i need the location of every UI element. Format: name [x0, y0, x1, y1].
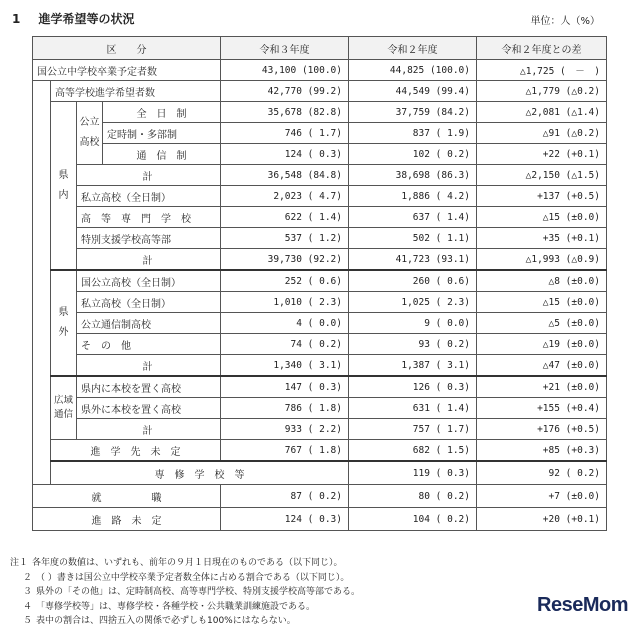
value-r2: 9 ( 0.0) [349, 313, 477, 334]
table-row [33, 313, 607, 334]
row-label: 特別支援学校高等部 [77, 228, 221, 249]
table-row [33, 485, 607, 508]
value-r2: 631 ( 1.4) [349, 398, 477, 419]
value-diff: +137 (+0.5) [477, 186, 607, 207]
value-r3: 42,770 (99.2) [221, 81, 349, 102]
value-r3: 2,023 ( 4.7) [221, 186, 349, 207]
value-diff: +22 (+0.1) [477, 144, 607, 165]
footnotes [10, 556, 360, 629]
unit-label: 単位：人（%） [530, 16, 600, 27]
value-r3: 4 ( 0.0) [221, 313, 349, 334]
table-row [33, 249, 607, 271]
value-r3: 147 ( 0.3) [221, 376, 349, 398]
value-r2: 1,025 ( 2.3) [349, 292, 477, 313]
table-row [33, 270, 607, 292]
value-r3: 124 ( 0.3) [221, 508, 349, 531]
row-label: 国公立中学校卒業予定者数 [33, 60, 221, 81]
value-r3: 746 ( 1.7) [221, 123, 349, 144]
table-row [33, 207, 607, 228]
heading-text: 進学希望等の状況 [38, 12, 135, 26]
table-row [33, 60, 607, 81]
footnote: ５ 表中の割合は、四捨五入の関係で必ずしも100%にはならない。 [22, 616, 296, 626]
value-r2: 92 ( 0.2) [477, 461, 607, 485]
value-r3: 74 ( 0.2) [221, 334, 349, 355]
table-row [33, 81, 607, 102]
value-r2: 757 ( 1.7) [349, 419, 477, 440]
value-diff: +35 (+0.1) [477, 228, 607, 249]
value-r2: 41,723 (93.1) [349, 249, 477, 271]
row-label: 進 学 先 未 定 [51, 440, 221, 462]
row-label: 私立高校（全日制） [77, 292, 221, 313]
row-label: 県外に本校を置く高校 [77, 398, 221, 419]
row-label: 高等学校進学希望者数 [51, 81, 221, 102]
value-r3: 622 ( 1.4) [221, 207, 349, 228]
table-row [33, 186, 607, 207]
value-r2: 637 ( 1.4) [349, 207, 477, 228]
value-diff: +176 (+0.5) [477, 419, 607, 440]
resemom-logo: ReseMom [537, 594, 628, 616]
table-row [33, 334, 607, 355]
page-title [12, 10, 135, 27]
value-r3: 252 ( 0.6) [221, 270, 349, 292]
table-row [33, 292, 607, 313]
value-diff: △19 (±0.0) [477, 334, 607, 355]
footnote: ２ （ ）書きは国公立中学校卒業予定者数全体に占める割合である（以下同じ）。 [22, 572, 350, 583]
table-row [33, 398, 607, 419]
row-label: 全 日 制 [103, 102, 221, 123]
value-diff: +155 (+0.4) [477, 398, 607, 419]
group-public-hs: 公立高校 [77, 102, 103, 165]
table-row [33, 508, 607, 531]
table-row [33, 461, 607, 485]
value-r2: 502 ( 1.1) [349, 228, 477, 249]
row-label: そ の 他 [77, 334, 221, 355]
value-diff: △8 (±0.0) [477, 270, 607, 292]
value-r3: 537 ( 1.2) [221, 228, 349, 249]
value-diff: △5 (±0.0) [477, 313, 607, 334]
value-r3: 124 ( 0.3) [221, 144, 349, 165]
footnote: 注１ 各年度の数値は、いずれも、前年の９月１日現在のものである（以下同じ）。 [10, 558, 343, 568]
value-r3: 36,548 (84.8) [221, 165, 349, 186]
row-label: 高 等 専 門 学 校 [77, 207, 221, 228]
value-r3: 933 ( 2.2) [221, 419, 349, 440]
table-row [33, 123, 607, 144]
value-r3: 1,340 ( 3.1) [221, 355, 349, 377]
row-label: 計 [77, 165, 221, 186]
value-r2: 44,549 (99.4) [349, 81, 477, 102]
value-diff: +21 (±0.0) [477, 376, 607, 398]
value-r2: 37,759 (84.2) [349, 102, 477, 123]
value-r3: 39,730 (92.2) [221, 249, 349, 271]
value-r3: 43,100 (100.0) [221, 60, 349, 81]
col-header-category: 区 分 [33, 37, 221, 60]
value-diff: +85 (+0.3) [477, 440, 607, 462]
value-r3: 35,678 (82.8) [221, 102, 349, 123]
row-label: 国公立高校（全日制） [77, 270, 221, 292]
footnote: ３ 県外の「その他」は、定時制高校、高等専門学校、特別支援学校高等部である。 [22, 587, 361, 597]
table-row [33, 165, 607, 186]
value-r2: 104 ( 0.2) [349, 508, 477, 531]
table-row [33, 440, 607, 462]
row-label: 計 [77, 355, 221, 377]
value-r2: 102 ( 0.2) [349, 144, 477, 165]
value-diff: +20 (+0.1) [477, 508, 607, 531]
row-label: 私立高校（全日制） [77, 186, 221, 207]
value-r2: 44,825 (100.0) [349, 60, 477, 81]
table-row [33, 144, 607, 165]
value-r3: 87 ( 0.2) [221, 485, 349, 508]
col-header-r2: 令和２年度 [349, 37, 477, 60]
row-label: 進 路 未 定 [33, 508, 221, 531]
value-diff: △2,081 (△1.4) [477, 102, 607, 123]
table-header [33, 37, 607, 60]
value-r3: 767 ( 1.8) [221, 440, 349, 462]
indent-spacer [33, 81, 51, 485]
value-r2: 93 ( 0.2) [349, 334, 477, 355]
value-r2: 126 ( 0.3) [349, 376, 477, 398]
row-label: 計 [77, 249, 221, 271]
value-diff: +7 (±0.0) [477, 485, 607, 508]
value-r3: 1,010 ( 2.3) [221, 292, 349, 313]
table-row [33, 376, 607, 398]
footnote: ４ 「専修学校等」は、専修学校・各種学校・公共職業訓練施設である。 [22, 601, 316, 612]
row-label: 通 信 制 [103, 144, 221, 165]
table-row [33, 102, 607, 123]
value-r2: 682 ( 1.5) [349, 440, 477, 462]
row-label: 就 職 [33, 485, 221, 508]
value-r3: 786 ( 1.8) [221, 398, 349, 419]
row-label: 公立通信制高校 [77, 313, 221, 334]
col-header-diff: 令和２年度との差 [477, 37, 607, 60]
value-diff: △15 (±0.0) [477, 292, 607, 313]
table-row [33, 419, 607, 440]
row-label: 計 [77, 419, 221, 440]
value-diff: △47 (±0.0) [477, 355, 607, 377]
value-diff: △91 (△0.2) [477, 123, 607, 144]
row-label: 県内に本校を置く高校 [77, 376, 221, 398]
heading-number: 1 [12, 12, 21, 26]
status-table [32, 36, 607, 531]
value-diff: △2,150 (△1.5) [477, 165, 607, 186]
group-wide-corr: 広域通信 [51, 376, 77, 440]
row-label: 専 修 学 校 等 [51, 461, 349, 485]
table-row [33, 355, 607, 377]
value-r3: 119 ( 0.3) [349, 461, 477, 485]
row-label: 定時制・多部制 [103, 123, 221, 144]
value-r2: 80 ( 0.2) [349, 485, 477, 508]
value-r2: 1,387 ( 3.1) [349, 355, 477, 377]
value-r2: 38,698 (86.3) [349, 165, 477, 186]
value-diff: △1,725 ( － ) [477, 60, 607, 81]
value-diff: △15 (±0.0) [477, 207, 607, 228]
value-r2: 260 ( 0.6) [349, 270, 477, 292]
col-header-r3: 令和３年度 [221, 37, 349, 60]
value-r2: 1,886 ( 4.2) [349, 186, 477, 207]
value-r2: 837 ( 1.9) [349, 123, 477, 144]
table-row [33, 228, 607, 249]
group-kennai: 県 内 [51, 102, 77, 271]
value-diff: △1,779 (△0.2) [477, 81, 607, 102]
group-kengai: 県 外 [51, 270, 77, 376]
value-diff: △1,993 (△0.9) [477, 249, 607, 271]
